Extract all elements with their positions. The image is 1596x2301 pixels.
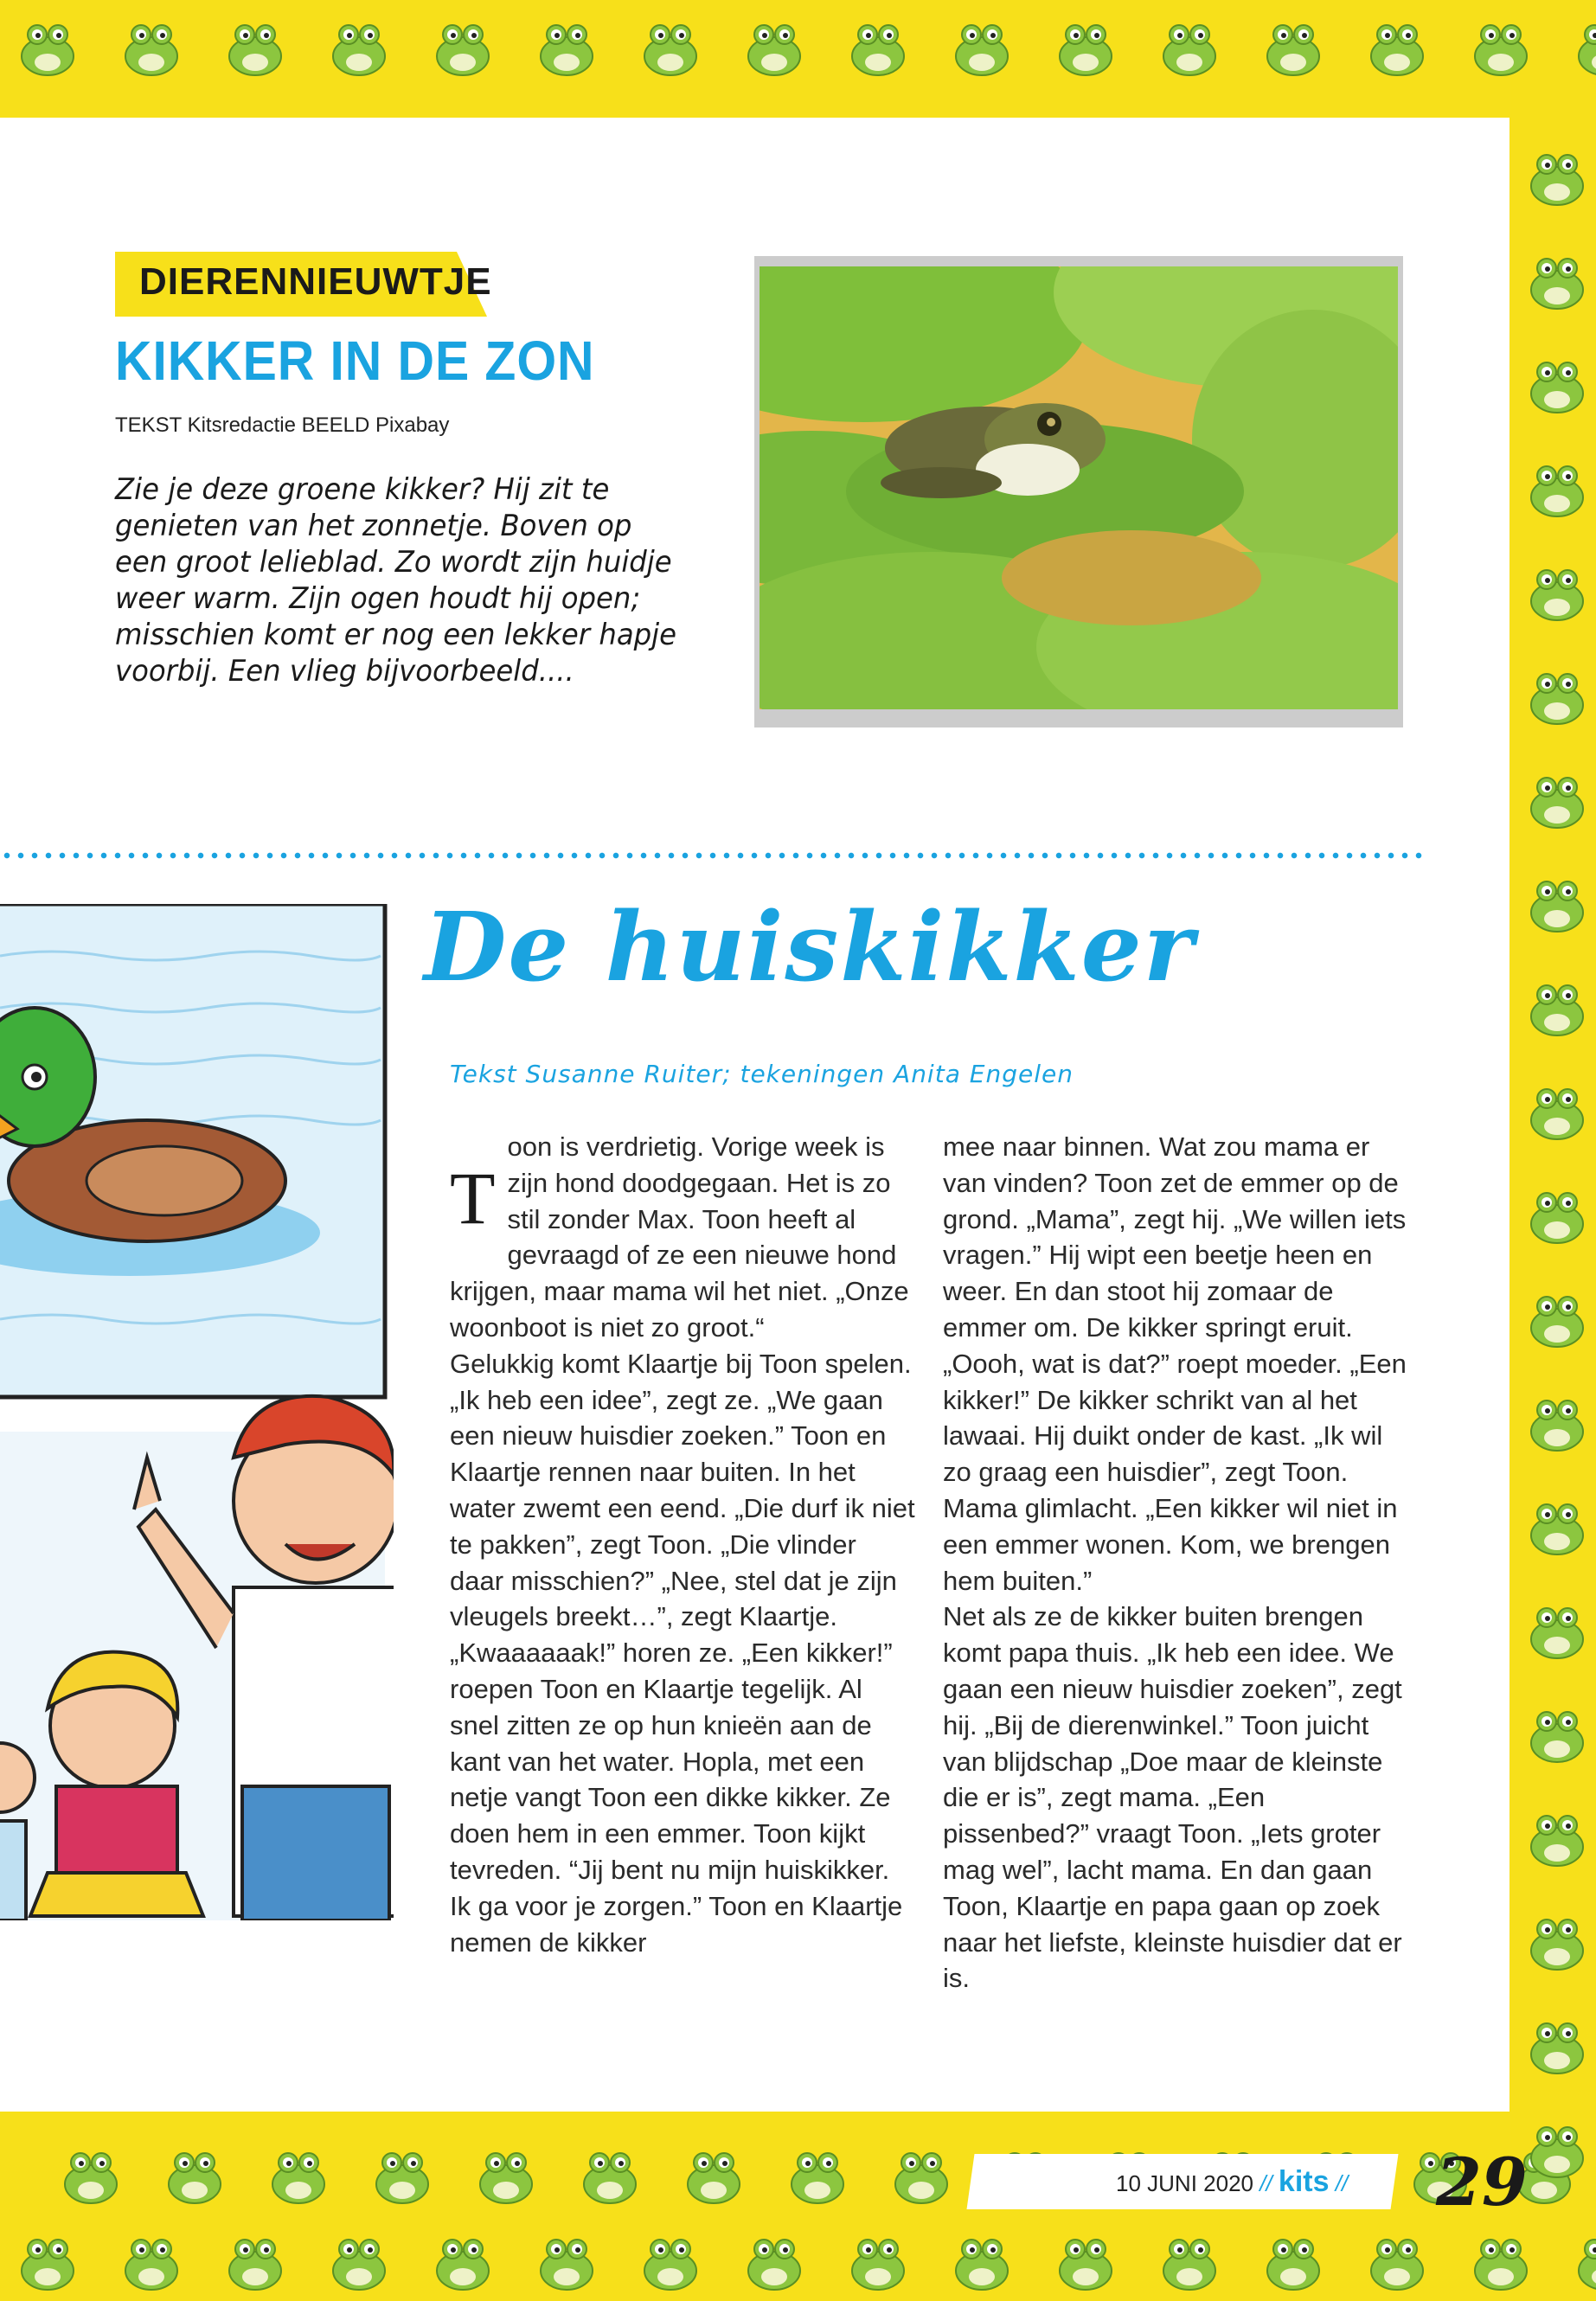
frog-pattern-icon	[1518, 1799, 1596, 1877]
story-text-column-1: oon is verdrietig. Vorige week is zijn hond doodgegaan. Het is zo stil zonder Max. Toon heeft al gevraagd of ze een nieuwe hond krijgen, maar mama wil het niet. „Onze woonboot is niet zo groot.“ Gelukkig komt Klaartje bij Toon spelen. „Ik heb een idee”, zegt ze. „We gaan een nieuw huisdier zoeken.” Toon en Klaartje rennen naar buiten. In het water zwemt een eend. „Die durf ik niet te pakken”, zegt Toon. „Die vlinder daar misschien?” „Nee, stel dat je zijn vleugels breekt…”, zegt Klaartje. „Kwaaaaaak!” horen ze. „Een kikker!” roepen Toon en Klaartje tegelijk. Al snel zitten ze op hun knieën aan de kant van het water. Hopla, met een netje vangt Toon een dikke kikker. Ze doen hem in een emmer. Toon kijkt tevreden. “Jij bent nu mijn huiskikker. Ik ga voor je zorgen.” Toon en Klaartje nemen de kikker	[450, 1131, 915, 1958]
frog-pattern-icon	[675, 2137, 753, 2214]
frog-pattern-icon	[1566, 9, 1596, 87]
frog-pattern-icon	[943, 9, 1021, 87]
frog-pattern-icon	[1254, 9, 1332, 87]
frog-pattern-icon	[1358, 2223, 1436, 2301]
frog-pattern-icon	[1518, 346, 1596, 424]
section-kicker	[115, 252, 492, 317]
frog-pattern-icon	[631, 2223, 709, 2301]
frog-pattern-icon	[1151, 9, 1228, 87]
page-number: 29	[1436, 2144, 1528, 2221]
frog-pattern-icon	[1518, 657, 1596, 735]
footer-date: 10 JUNI 2020	[1116, 2170, 1253, 2196]
frog-pattern-icon	[112, 2223, 190, 2301]
frog-pattern-icon	[1047, 9, 1125, 87]
story-text-column-2: mee naar binnen. Wat zou mama er van vinden? Toon zet de emmer op de grond. „Mama”, zegt hij. „We willen iets vragen.” Hij wipt een beetje heen en weer. En dan stoot hij zomaar de emmer om. De kikker springt eruit. „Oooh, wat is dat?” roept moeder. „Een kikker!” De kikker schrikt van al het lawaai. Hij duikt onder de kast. „Ik wil zo graag een huisdier”, zegt Toon. Mama glimlacht. „Een kikker wil niet in een emmer wonen. Kom, we brengen hem buiten.” Net als ze de kikker buiten brengen komt papa thuis. „Ik heb een idee. We gaan een nieuw huisdier zoeken”, zegt hij. „Bij de dierenwinkel.” Toon juicht van blijdschap „Doe maar de kleinste die er is”, zegt mama. „Een pissenbed?” vraagt Toon. „Iets groter mag wel”, lacht mama. En dan gaan Toon, Klaartje en papa gaan op zoek naar het liefste, kleinste huisdier dat er is.	[943, 1131, 1407, 1994]
story-byline: Tekst Susanne Ruiter; tekeningen Anita Engelen	[450, 1060, 1074, 1088]
frog-pattern-icon	[1254, 2223, 1332, 2301]
footer-brand: kits	[1278, 2165, 1330, 2198]
frog-pattern-icon	[1518, 1384, 1596, 1462]
frog-pattern-icon	[528, 2223, 606, 2301]
frog-pattern-icon	[839, 9, 917, 87]
frog-pattern-icon	[156, 2137, 234, 2214]
story-title: De huiskikker	[424, 891, 1195, 1003]
frog-pattern-icon	[882, 2137, 960, 2214]
frog-pattern-icon	[1518, 1695, 1596, 1773]
frog-pattern-icon	[1566, 2223, 1596, 2301]
frog-pattern-icon	[1358, 9, 1436, 87]
frog-pattern-icon	[260, 2137, 337, 2214]
frog-pattern-icon	[631, 9, 709, 87]
frog-pattern-icon	[320, 9, 398, 87]
kicker-label: DIERENNIEUWTJE	[139, 260, 492, 303]
intro-text: Zie je deze groene kikker? Hij zit te genieten van het zonnetje. Boven op een groot lelieblad. Zo wordt zijn huidje weer warm. Zijn ogen houdt hij open; misschien komt er nog een lekker hapje voorbij. Een vlieg bijvoorbeeld....	[115, 472, 676, 689]
frog-pattern-icon	[1518, 242, 1596, 320]
frog-pattern-icon	[112, 9, 190, 87]
frog-pattern-icon	[424, 2223, 502, 2301]
frog-pattern-icon	[1462, 9, 1540, 87]
frog-pattern-icon	[1518, 2007, 1596, 2085]
frog-pattern-icon	[943, 2223, 1021, 2301]
frog-pattern-icon	[528, 9, 606, 87]
frog-pattern-icon	[1518, 1488, 1596, 1566]
frog-pattern-icon	[1518, 1903, 1596, 1981]
frog-pattern-icon	[1518, 450, 1596, 528]
frog-pattern-icon	[1518, 865, 1596, 943]
frog-pattern-icon	[216, 2223, 294, 2301]
story-column-2	[943, 1129, 1410, 1997]
frog-pattern-icon	[1518, 1176, 1596, 1254]
frog-pattern-icon	[1518, 2111, 1596, 2189]
frog-pattern-icon	[779, 2137, 856, 2214]
frog-pattern-icon	[735, 2223, 813, 2301]
footer-line	[1116, 2165, 1348, 2199]
frog-pattern-icon	[1518, 1073, 1596, 1150]
frog-pattern-icon	[424, 9, 502, 87]
story-illustration	[0, 904, 394, 1920]
frog-pattern-icon	[1518, 138, 1596, 216]
frog-pattern-icon	[1462, 2223, 1540, 2301]
frog-pattern-icon	[52, 2137, 130, 2214]
frog-pattern-icon	[216, 9, 294, 87]
story-column-1	[450, 1129, 917, 1960]
frog-pattern-icon	[735, 9, 813, 87]
drop-cap: T	[450, 1157, 496, 1240]
frog-on-lily-pad-photo	[760, 266, 1398, 709]
frog-pattern-icon	[363, 2137, 441, 2214]
frog-pattern-icon	[1047, 2223, 1125, 2301]
frog-pattern-icon	[9, 9, 87, 87]
frog-pattern-icon	[1518, 969, 1596, 1047]
frog-pattern-icon	[1518, 554, 1596, 631]
frog-pattern-icon	[839, 2223, 917, 2301]
frog-pattern-icon	[1518, 1592, 1596, 1670]
footer-separator-2: //	[1335, 2170, 1349, 2196]
frog-pattern-icon	[1151, 2223, 1228, 2301]
frog-pattern-icon	[571, 2137, 649, 2214]
dotted-divider	[0, 852, 1427, 859]
frog-pattern-icon	[320, 2223, 398, 2301]
article-title: KIKKER IN DE ZON	[115, 330, 595, 392]
frog-pattern-icon	[9, 2223, 87, 2301]
frog-pattern-icon	[467, 2137, 545, 2214]
article-credit: TEKST Kitsredactie BEELD Pixabay	[115, 413, 450, 437]
frog-pattern-icon	[1518, 1280, 1596, 1358]
frog-pattern-icon	[1518, 761, 1596, 839]
footer-separator: //	[1259, 2170, 1272, 2196]
